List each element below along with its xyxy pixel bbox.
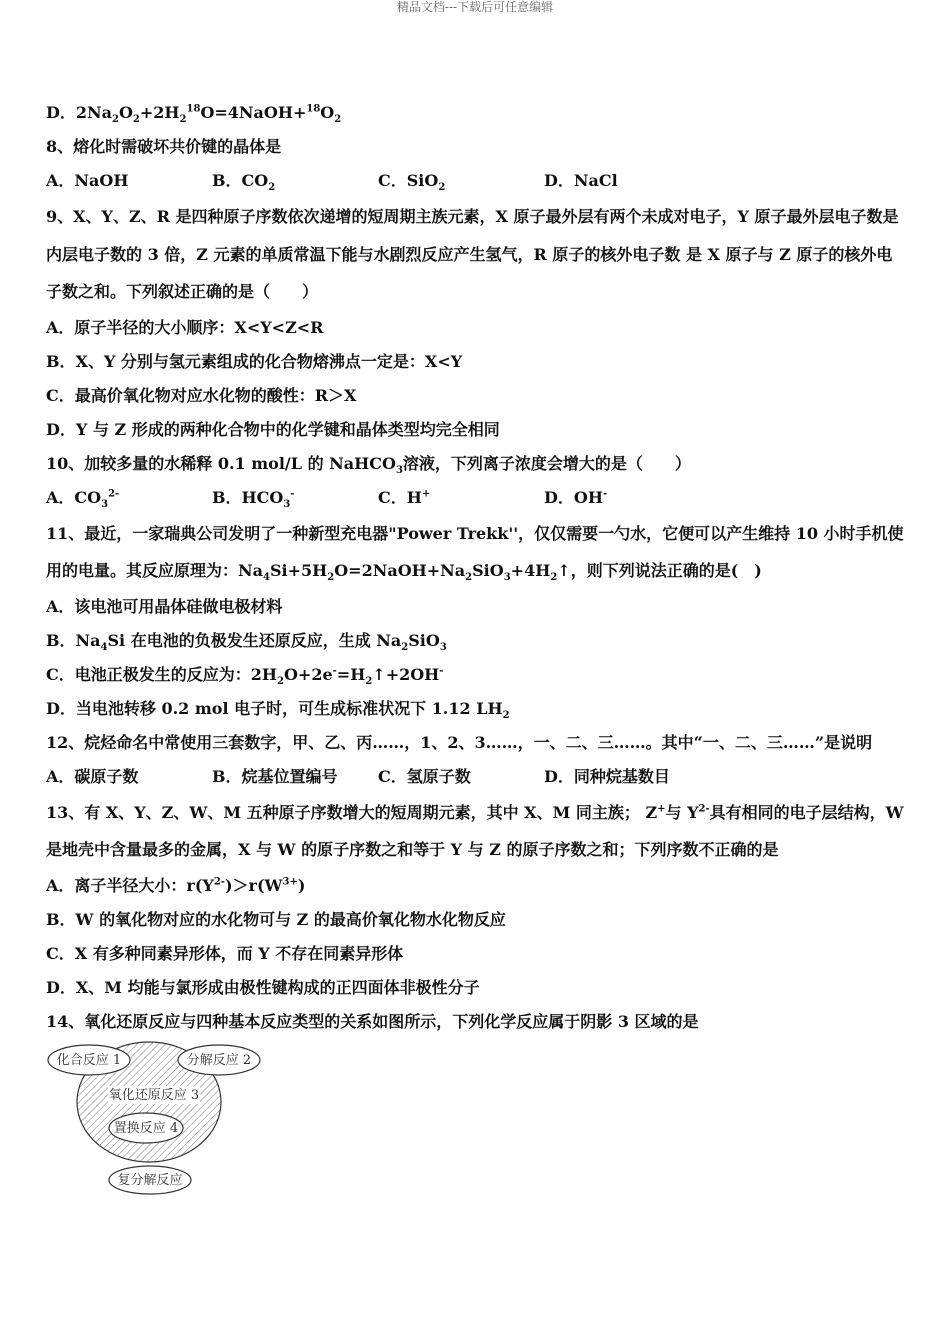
q12-option-b: B．烷基位置编号	[212, 766, 338, 786]
q12-stem: 12、烷烃命名中常使用三套数字，甲、乙、丙……，1、2、3……，一、二、三……。其中“一、二、三……”是说明	[46, 732, 873, 752]
q13-option-b: B．W 的氧化物对应的水化物可与 Z 的最高价氧化物水化物反应	[46, 909, 506, 929]
q11-option-c: C．电池正极发生的反应为：$2H_2O+2e^-=H_2↑+2OH^-$	[46, 664, 444, 687]
q13-option-c: C．X 有多种同素异形体，而 Y 不存在同素异形体	[46, 943, 404, 963]
q12-option-d: D．同种烷基数目	[544, 766, 670, 786]
reaction-venn-diagram	[44, 1038, 274, 1198]
q8-option-b: B．$CO_2$	[212, 171, 276, 194]
prev-option-d: D．$2Na_2O_2+2H_2^{18}O=4NaOH+^{18}O_2$	[46, 103, 342, 126]
q8-option-a: A．NaOH	[46, 171, 129, 190]
q10-option-d: D．OH-	[544, 487, 608, 507]
q9-stem: 9、X、Y、Z、R 是四种原子序数依次递增的短周期主族元素，X 原子最外层有两个未成对电子，Y 原子最外层电子数是内层电子数的 3 倍，Z 元素的单质常温下能与水剧烈反应产生氢气，R 原子的核外电子数 是 X 原子与 Z 原子的核外电子数之和。下列叙述正确的是（ ）	[46, 207, 899, 301]
q10-option-a: A．$CO_3^{2-}$	[46, 487, 120, 510]
q9-option-d: D．Y 与 Z 形成的两种化合物中的化学键和晶体类型均完全相同	[46, 419, 500, 439]
q14-stem: 14、氧化还原反应与四种基本反应类型的关系如图所示，下列化学反应属于阴影 3 区域的是	[46, 1011, 699, 1031]
q11-stem: 11、最近，一家瑞典公司发明了一种新型充电器"Power Trekk''，仅仅需要一勺水，它便可以产生维持 10 小时手机使用的电量。其反应原理为：$Na_4Si+5H_2O=2NaOH+Na_2SiO_3+4H_2↑$，则下列说法正确的是( )	[46, 523, 904, 584]
page-header: 精品文档---下载后可任意编辑	[396, 0, 554, 14]
label-redox: 氧化还原反应 3	[108, 1088, 200, 1103]
q12-option-a: A．碳原子数	[46, 766, 139, 786]
q9-option-a: A．原子半径的大小顺序：X<Y<Z<R	[46, 317, 324, 337]
q11-option-a: A．该电池可用晶体硅做电极材料	[46, 596, 283, 616]
q10-option-b: B．$HCO_3^-$	[212, 487, 295, 510]
label-substitution: 置换反应 4	[113, 1121, 179, 1136]
q12-options	[46, 760, 908, 794]
q9-option-b: B．X、Y 分别与氢元素组成的化合物熔沸点一定是：X<Y	[46, 351, 463, 371]
q11-option-d: D．当电池转移 0.2 mol 电子时，可生成标准状况下 1.12 $LH_2$	[46, 698, 510, 721]
q10-option-c: C．H+	[378, 487, 431, 507]
q8-options	[46, 164, 908, 198]
label-combination: 化合反应 1	[56, 1053, 122, 1068]
q13-option-a: A．离子半径大小：$r(Y^{2-})>r(W^{3+})$	[46, 875, 306, 895]
q11-option-b: B．$Na_4Si$ 在电池的负极发生还原反应，生成 $Na_2SiO_3$	[46, 630, 447, 653]
q8-stem: 8、熔化时需破坏共价键的晶体是	[46, 137, 282, 156]
q8-option-d: D．NaCl	[544, 171, 618, 190]
q13-stem: 13、有 X、Y、Z、W、M 五种原子序数增大的短周期元素，其中 X、M 同主族； Z+与 $Y^{2-}$具有相同的电子层结构，W 是地壳中含量最多的金属，X 与 W 的原子序数之和等于 Y 与 Z 的原子序数之和；下列序数不正确的是	[46, 802, 904, 859]
label-decomposition: 分解反应 2	[186, 1053, 252, 1068]
q9-option-c: C．最高价氧化物对应水化物的酸性：R＞X	[46, 385, 357, 405]
q10-stem: 10、加较多量的水稀释 0.1 mol/L 的 NaHCO$_3$溶液，下列离子浓度会增大的是（ ）	[46, 453, 691, 476]
q12-option-c: C．氢原子数	[378, 766, 471, 786]
q10-options	[46, 481, 908, 515]
label-double-decomposition: 复分解反应	[117, 1173, 183, 1188]
q8-option-c: C．SiO$_2$	[378, 171, 446, 194]
q13-option-d: D．X、M 均能与氯形成由极性键构成的正四面体非极性分子	[46, 977, 480, 997]
document-body	[46, 96, 908, 1039]
